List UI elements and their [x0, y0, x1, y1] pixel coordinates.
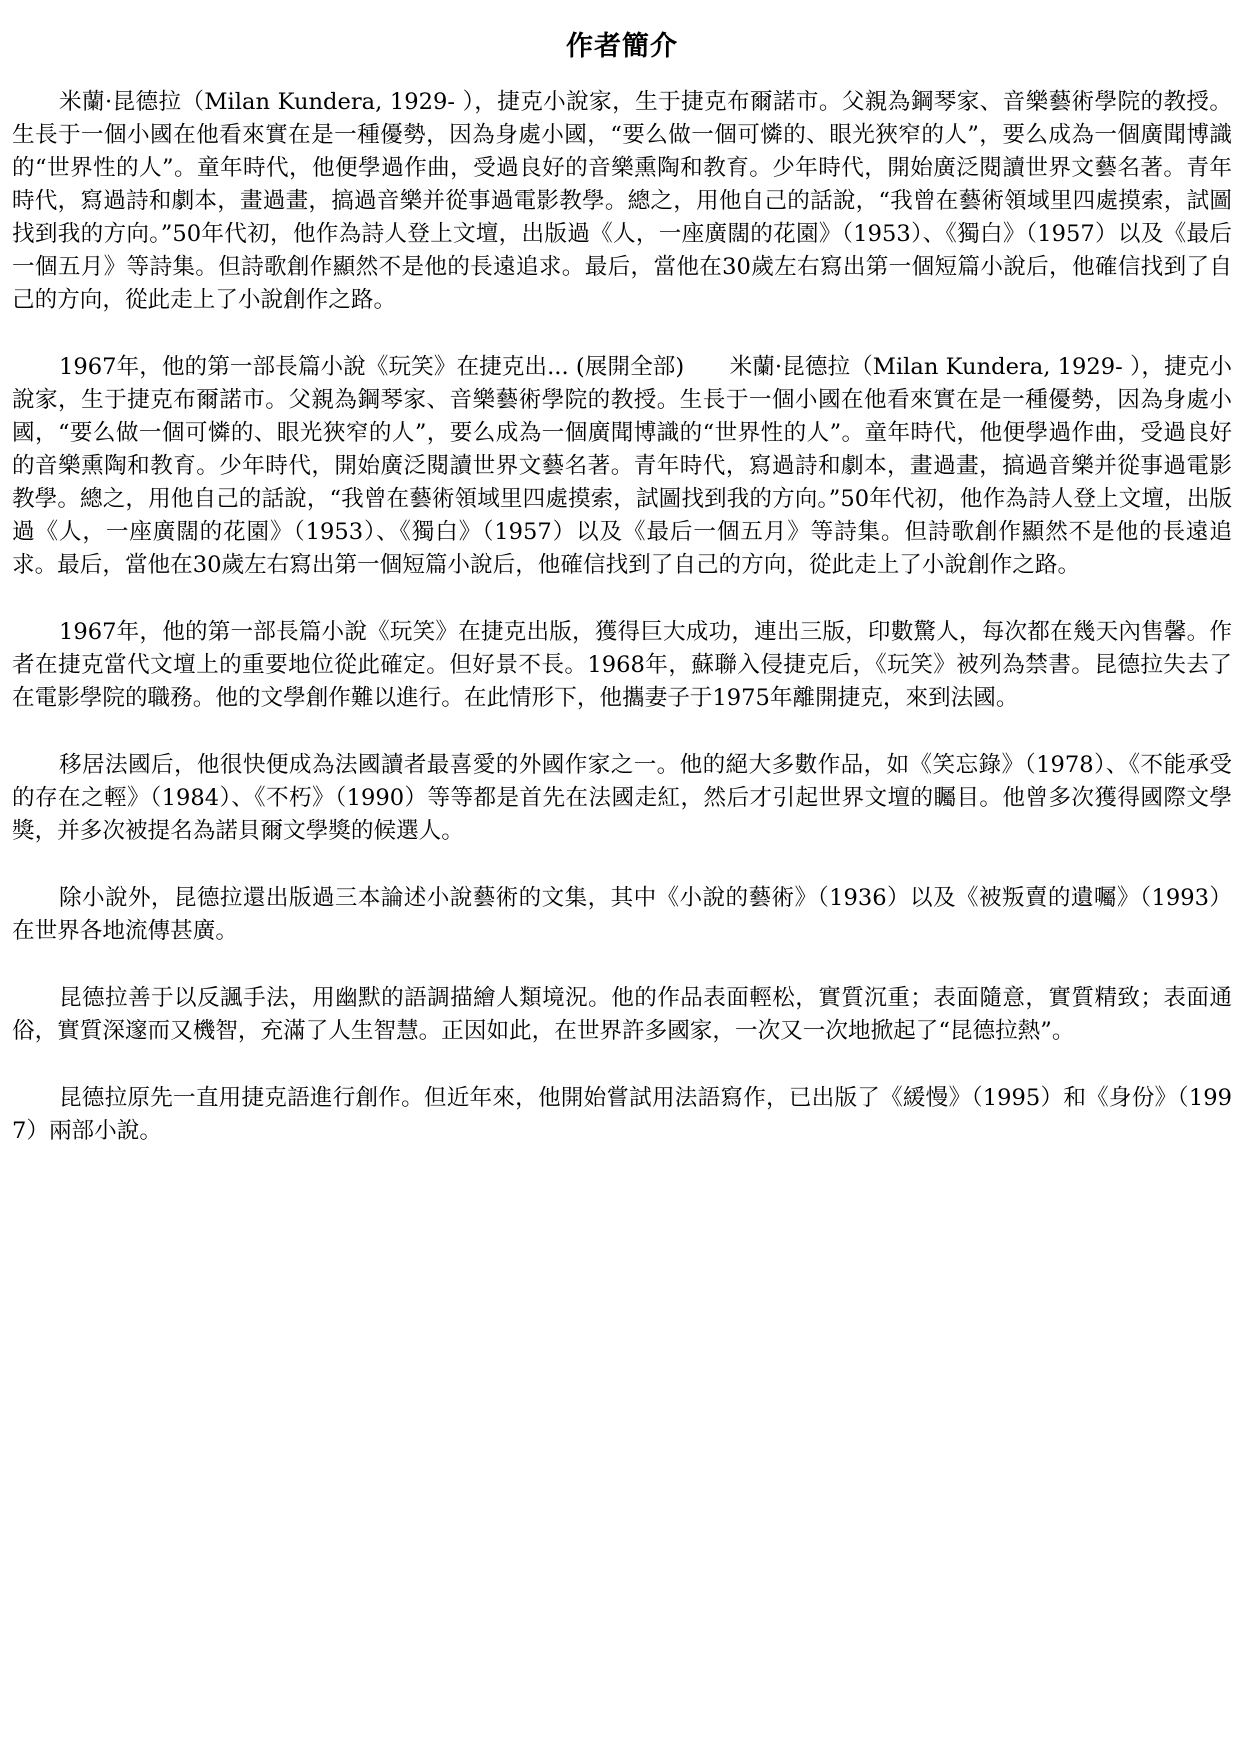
paragraph-style: 昆德拉善于以反諷手法，用幽默的語調描繪人類境況。他的作品表面輕松，實質沉重；表面隨意，實質精致；表面通俗，實質深邃而又機智，充滿了人生智慧。正因如此，在世界許多國家，一次又一次地掀起了“昆德拉熱”。 [12, 985, 1232, 1044]
paragraph-french-writing: 昆德拉原先一直用捷克語進行創作。但近年來，他開始嘗試用法語寫作，已出版了《緩慢》（1995）和《身份》（1997）兩部小說。 [12, 1085, 1232, 1144]
paragraph-biography-expanded: 1967年，他的第一部長篇小說《玩笑》在捷克出... (展開全部) 米蘭·昆德拉（Milan Kundera, 1929- ），捷克小說家，生于捷克布爾諾市。父親為鋼琴家、音樂藝術學院的教授。生長于一個小國在他看來實在是一種優勢，因為身處小國，“要么做一個可憐的、眼光狹窄的人”，要么成為一個廣聞博識的“世界性的人”。童年時代，他便學過作曲，受過良好的音樂熏陶和教育。少年時代，開始廣泛閱讀世界文藝名著。青年時代，寫過詩和劇本，畫過畫，搞過音樂并從事過電影教學。總之，用他自己的話說，“我曾在藝術領域里四處摸索，試圖找到我的方向。”50年代初，他作為詩人登上文壇，出版過《人，一座廣闊的花園》（1953）、《獨白》（1957）以及《最后一個五月》等詩集。但詩歌創作顯然不是他的長遠追求。最后，當他在30歲左右寫出第一個短篇小說后，他確信找到了自己的方向，從此走上了小說創作之路。 [12, 354, 1232, 578]
page-title: 作者簡介 [566, 31, 678, 62]
document-page [12, 22, 1232, 1182]
paragraph-essays: 除小說外，昆德拉還出版過三本論述小說藝術的文集，其中《小說的藝術》（1936）以及《被叛賣的遺囑》（1993）在世界各地流傳甚廣。 [12, 885, 1232, 944]
paragraph-france: 移居法國后，他很快便成為法國讀者最喜愛的外國作家之一。他的絕大多數作品，如《笑忘錄》（1978）、《不能承受的存在之輕》（1984）、《不朽》（1990）等等都是首先在法國走紅，然后才引起世界文壇的矚目。他曾多次獲得國際文學獎，并多次被提名為諾貝爾文學獎的候選人。 [12, 752, 1232, 844]
paragraph-biography: 米蘭·昆德拉（Milan Kundera, 1929- ），捷克小說家，生于捷克布爾諾市。父親為鋼琴家、音樂藝術學院的教授。生長于一個小國在他看來實在是一種優勢，因為身處小國，“要么做一個可憐的、眼光狹窄的人”，要么成為一個廣聞博識的“世界性的人”。童年時代，他便學過作曲，受過良好的音樂熏陶和教育。少年時代，開始廣泛閱讀世界文藝名著。青年時代，寫過詩和劇本，畫過畫，搞過音樂并從事過電影教學。總之，用他自己的話說，“我曾在藝術領域里四處摸索，試圖找到我的方向。”50年代初，他作為詩人登上文壇，出版過《人，一座廣闊的花園》（1953）、《獨白》（1957）以及《最后一個五月》等詩集。但詩歌創作顯然不是他的長遠追求。最后，當他在30歲左右寫出第一個短篇小說后，他確信找到了自己的方向，從此走上了小說創作之路。 [12, 89, 1232, 313]
paragraph-the-joke: 1967年，他的第一部長篇小說《玩笑》在捷克出版，獲得巨大成功，連出三版，印數驚人，每次都在幾天內售馨。作者在捷克當代文壇上的重要地位從此確定。但好景不長。1968年，蘇聯入侵捷克后，《玩笑》被列為禁書。昆德拉失去了在電影學院的職務。他的文學創作難以進行。在此情形下，他攜妻子于1975年離開捷克，來到法國。 [12, 619, 1232, 711]
